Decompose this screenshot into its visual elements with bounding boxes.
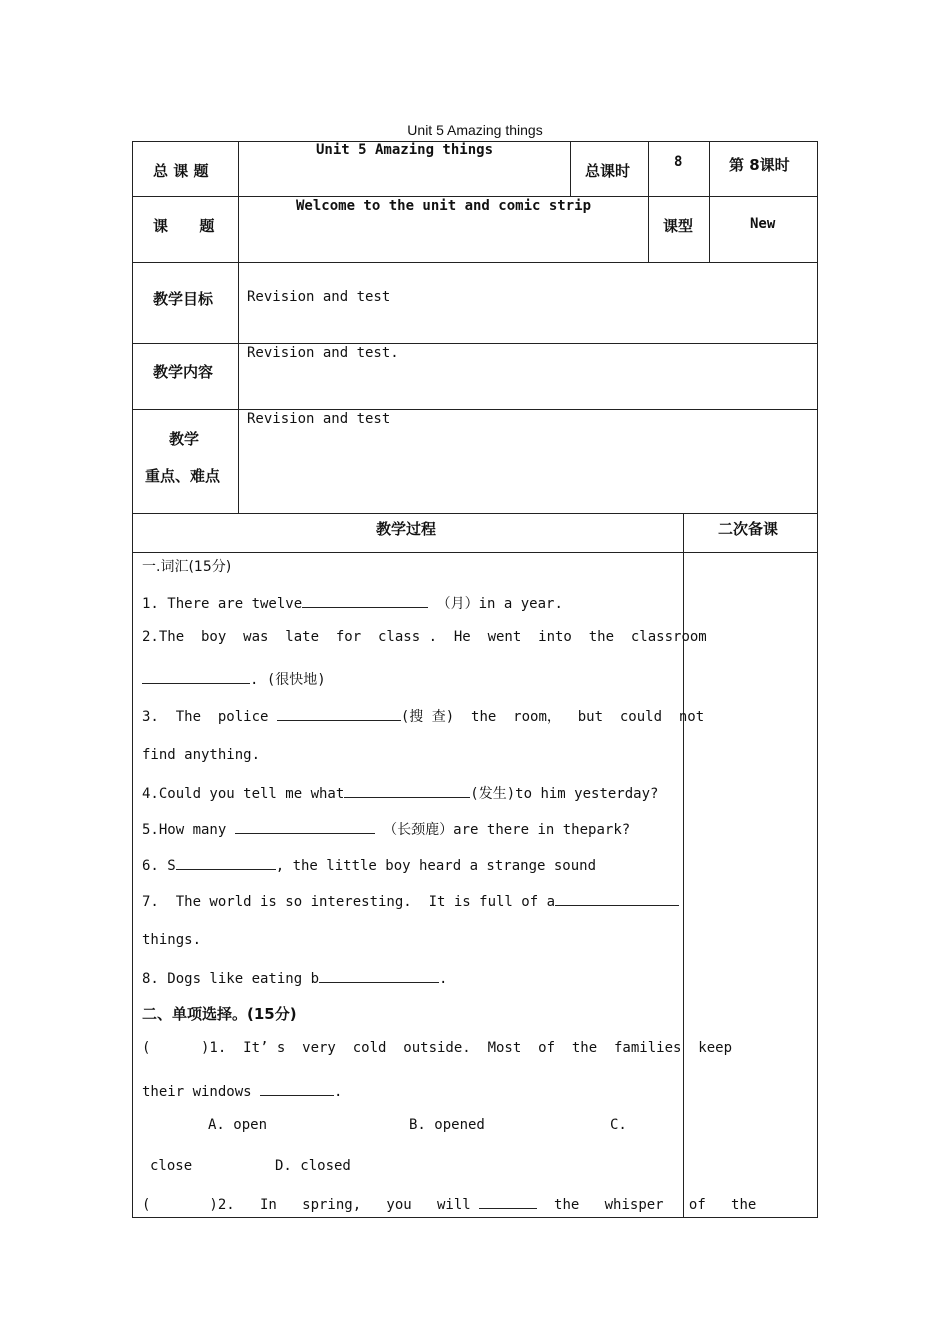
content-value: Revision and test. bbox=[247, 345, 399, 361]
question-2-1-cont: their windows . bbox=[142, 1081, 342, 1100]
question-1-2: 2.The boy was late for class . He went into the classroom bbox=[142, 629, 707, 645]
question-1-7-cont: things. bbox=[142, 932, 202, 948]
topic-value: Unit 5 Amazing things bbox=[316, 142, 494, 158]
question-1-1: 1. There are twelve （月）in a year. bbox=[142, 593, 563, 613]
question-1-7: 7. The world is so interesting. It is full of a bbox=[142, 891, 679, 910]
question-1-4: 4.Could you tell me what (发生)to him yesterday? bbox=[142, 783, 658, 803]
option-a: A. open bbox=[208, 1117, 268, 1133]
lesson-value: Welcome to the unit and comic strip bbox=[296, 198, 592, 214]
goal-value: Revision and test bbox=[247, 289, 391, 305]
lesson-label: 课 题 bbox=[153, 217, 215, 235]
topic-label: 总 课 题 bbox=[153, 162, 209, 180]
content-label: 教学内容 bbox=[153, 363, 214, 381]
question-1-3-cont: find anything. bbox=[142, 747, 261, 763]
notes-header: 二次备课 bbox=[718, 520, 779, 538]
type-label: 课型 bbox=[663, 217, 694, 235]
question-1-6: 6. S , the little boy heard a strange sound bbox=[142, 855, 596, 874]
lesson-number: 第 8课时 bbox=[729, 156, 790, 174]
goal-label: 教学目标 bbox=[153, 290, 214, 308]
question-1-8: 8. Dogs like eating b . bbox=[142, 968, 447, 987]
key-points-label-1: 教学 bbox=[169, 430, 200, 448]
option-c-text: close bbox=[150, 1158, 193, 1174]
question-2-1: ( )1. It’ s very cold outside. Most of the families keep bbox=[142, 1040, 733, 1056]
section1-title: 一.词汇(15分) bbox=[142, 559, 232, 575]
option-d: D. closed bbox=[275, 1158, 351, 1174]
question-1-5: 5.How many （长颈鹿）are there in thepark? bbox=[142, 819, 630, 839]
question-1-2-cont: . (很快地) bbox=[142, 669, 326, 689]
question-1-3: 3. The police (搜 查) the room， but could not bbox=[142, 706, 704, 726]
total-hours-label: 总课时 bbox=[585, 162, 631, 180]
option-b: B. opened bbox=[409, 1117, 485, 1133]
document-title: Unit 5 Amazing things bbox=[407, 122, 543, 138]
key-points-label-2: 重点、难点 bbox=[145, 467, 221, 485]
option-c: C. bbox=[610, 1117, 627, 1133]
process-header: 教学过程 bbox=[376, 520, 437, 538]
type-value: New bbox=[750, 216, 776, 232]
section2-title: 二、单项选择。(15分) bbox=[142, 1005, 297, 1023]
question-2-2: ( )2. In spring, you will the whisper of the bbox=[142, 1194, 756, 1213]
key-points-value: Revision and test bbox=[247, 411, 391, 427]
total-hours-value: 8 bbox=[674, 154, 683, 170]
